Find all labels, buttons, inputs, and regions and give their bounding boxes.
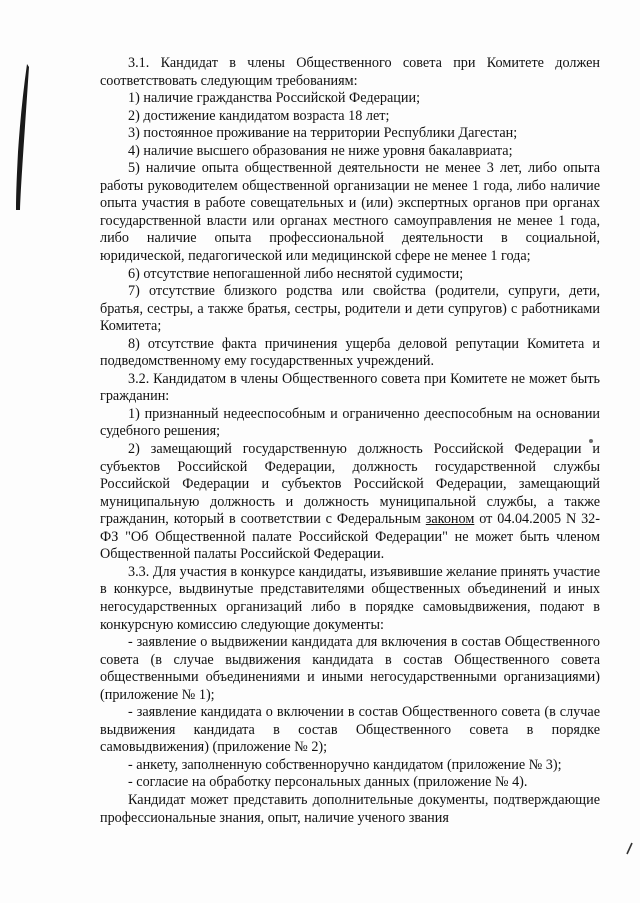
paragraph-3-2: 3.2. Кандидатом в члены Общественного совета при Комитете не может быть гражданин:	[100, 370, 600, 405]
scan-edge-mark	[14, 62, 30, 212]
document-item-2: - заявление кандидата о включении в состав Общественного совета (в случае выдвижения кандидата в состав Общественного совета в порядке самовыдвижения) (приложение № 2);	[100, 704, 600, 756]
requirement-8: 8) отсутствие факта причинения ущерба деловой репутации Комитета и подведомственному ему государственных учреждений.	[100, 335, 600, 370]
document-item-3: - анкету, заполненную собственноручно кандидатом (приложение № 3);	[128, 756, 562, 773]
federal-law-link[interactable]: законом	[425, 511, 475, 528]
requirement-1: 1) наличие гражданства Российской Федерации;	[128, 90, 421, 107]
paragraph-closing: Кандидат может представить дополнительные документы, подтверждающие профессиональные знания, опыт, наличие ученого звания	[100, 791, 600, 826]
document-body	[100, 55, 600, 827]
requirement-7: 7) отсутствие близкого родства или свойства (родители, супруги, дети, братья, сестры, а также братья, сестры, родители и дети супругов) с работниками Комитета;	[100, 283, 600, 335]
paragraph-3-1: 3.1. Кандидат в члены Общественного совета при Комитете должен соответствовать следующим требованиям:	[100, 55, 600, 89]
requirement-2: 2) достижение кандидатом возраста 18 лет;	[128, 107, 390, 124]
restriction-2	[100, 441, 600, 564]
corner-mark	[624, 842, 634, 856]
requirement-6: 6) отсутствие непогашенной либо неснятой судимости;	[128, 265, 464, 282]
restriction-2-text: 2) замещающий государственную должность Российской Федерации и субъектов Российской Федерации, должность государственной службы Российской Федерации и субъектов Российской Федерации, замещающий муниципальную должность и должность муниципальной службы, а также гражданин, который в соответствии с Федеральным	[100, 441, 600, 528]
requirement-3: 3) постоянное проживание на территории Республики Дагестан;	[128, 125, 518, 142]
paragraph-3-3: 3.3. Для участия в конкурсе кандидаты, изъявившие желание принять участие в конкурсе, выдвинутые представителями общественных объединений и иных негосударственных организаций либо в порядке самовыдвижения, подают в конкурсную комиссию следующие документы:	[100, 563, 601, 633]
restriction-1: 1) признанный недееспособным и ограниченно дееспособным на основании судебного решения;	[100, 405, 600, 440]
document-item-1: - заявление о выдвижении кандидата для включения в состав Общественного совета (в случае выдвижения кандидата в состав Общественного совета общественными объединениями и иными негосударственными организациями) (приложение № 1);	[100, 634, 600, 703]
requirement-5: 5) наличие опыта общественной деятельности не менее 3 лет, либо опыта работы руководителем общественной организации не менее 1 года, либо наличие опыта участия в работе совещательных и (или) экспертных органов при органах государственной власти или органах местного самоуправления не менее 1 года, либо наличие опыта профессиональной деятельности в социальной, юридической, педагогической или медицинской сфере не менее 1 года;	[100, 160, 600, 265]
restriction-2-text-end: от 04.04.2005 N 32-ФЗ "Об Общественной палате Российской Федерации" не может быть членом Общественной палаты Российской Федерации.	[100, 511, 600, 563]
document-item-4: - согласие на обработку персональных данных (приложение № 4).	[128, 774, 528, 791]
requirement-4: 4) наличие высшего образования не ниже уровня бакалавриата;	[128, 142, 513, 159]
